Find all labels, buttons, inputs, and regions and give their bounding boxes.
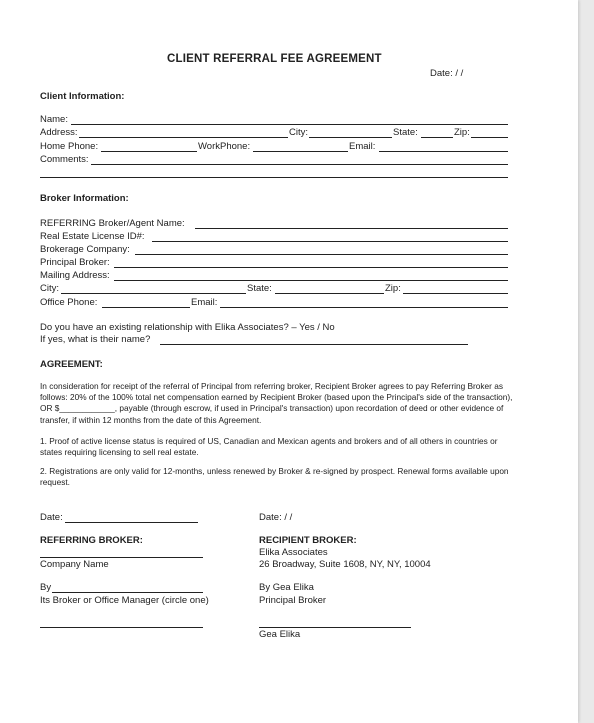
sign-date-left-label: Date: bbox=[40, 512, 63, 523]
client-city-field[interactable] bbox=[309, 137, 392, 138]
agreement-paragraph-1: In consideration for receipt of the referral of Principal from referring broker, Recipient Broker agrees to pay Referring Broker as follows: 20% of the 100% total net compensation earned by Recipient Broker (based upon the Principal's side of the transaction), OR $____________, payable (through escrow, if used in Principal's transaction) upon recordation of deed or other evidence of transfer, if within 12 months from the date of this Agreement. bbox=[40, 381, 513, 425]
date-top: Date: / / bbox=[430, 68, 464, 79]
client-work-phone-label: WorkPhone: bbox=[198, 141, 251, 152]
client-city-label: City: bbox=[289, 127, 308, 138]
broker-office-phone-field[interactable] bbox=[102, 307, 190, 308]
broker-zip-field[interactable] bbox=[403, 293, 508, 294]
client-comments-label: Comments: bbox=[40, 154, 89, 165]
recipient-company: Elika Associates bbox=[259, 547, 328, 558]
relationship-name-field[interactable] bbox=[160, 344, 468, 345]
client-zip-label: Zip: bbox=[454, 127, 470, 138]
by-signature-field[interactable] bbox=[52, 592, 203, 593]
broker-state-field[interactable] bbox=[275, 293, 384, 294]
document-title: CLIENT REFERRAL FEE AGREEMENT bbox=[167, 53, 382, 65]
by-label: By bbox=[40, 582, 52, 593]
recipient-signature-field[interactable] bbox=[259, 627, 411, 628]
referring-broker-heading: REFERRING BROKER: bbox=[40, 535, 143, 546]
agreement-heading: AGREEMENT: bbox=[40, 359, 103, 370]
client-name-label: Name: bbox=[40, 114, 68, 125]
client-zip-field[interactable] bbox=[471, 137, 508, 138]
recipient-title: Principal Broker bbox=[259, 595, 327, 606]
broker-agent-name-label: REFERRING Broker/Agent Name: bbox=[40, 218, 185, 229]
sign-date-left-field[interactable] bbox=[65, 522, 198, 523]
client-address-field[interactable] bbox=[79, 137, 288, 138]
broker-state-label: State: bbox=[247, 283, 272, 294]
broker-city-field[interactable] bbox=[61, 293, 246, 294]
broker-mailing-field[interactable] bbox=[114, 280, 508, 281]
company-name-field[interactable] bbox=[40, 557, 203, 558]
broker-email-field[interactable] bbox=[220, 307, 508, 308]
client-email-label: Email: bbox=[349, 141, 376, 152]
company-name-label: Company Name bbox=[40, 559, 109, 570]
broker-agent-name-field[interactable] bbox=[195, 228, 508, 229]
broker-zip-label: Zip: bbox=[385, 283, 401, 294]
broker-city-label: City: bbox=[40, 283, 59, 294]
agreement-paragraph-3: 2. Registrations are only valid for 12-months, unless renewed by Broker & re-signed by prospect. Renewal forms available upon request. bbox=[40, 466, 509, 488]
broker-email-label: Email: bbox=[191, 297, 218, 308]
client-home-phone-field[interactable] bbox=[101, 151, 197, 152]
client-name-field[interactable] bbox=[71, 124, 508, 125]
client-comments-field[interactable] bbox=[91, 164, 508, 165]
broker-office-phone-label: Office Phone: bbox=[40, 297, 98, 308]
recipient-address: 26 Broadway, Suite 1608, NY, NY, 10004 bbox=[259, 559, 431, 570]
broker-principal-label: Principal Broker: bbox=[40, 257, 110, 268]
client-work-phone-field[interactable] bbox=[253, 151, 348, 152]
left-extra-signature-field[interactable] bbox=[40, 627, 203, 628]
broker-info-heading: Broker Information: bbox=[40, 193, 129, 204]
client-state-label: State: bbox=[393, 127, 418, 138]
relationship-if-yes-label: If yes, what is their name? bbox=[40, 334, 151, 345]
broker-principal-field[interactable] bbox=[114, 267, 508, 268]
recipient-signature-name: Gea Elika bbox=[259, 629, 301, 640]
sign-date-right: Date: / / bbox=[259, 512, 293, 523]
client-state-field[interactable] bbox=[421, 137, 453, 138]
recipient-broker-heading: RECIPIENT BROKER: bbox=[259, 535, 357, 546]
broker-license-field[interactable] bbox=[152, 241, 508, 242]
client-comments-field-line2[interactable] bbox=[40, 177, 508, 178]
client-email-field[interactable] bbox=[379, 151, 508, 152]
broker-company-label: Brokerage Company: bbox=[40, 244, 130, 255]
broker-company-field[interactable] bbox=[135, 254, 508, 255]
client-info-heading: Client Information: bbox=[40, 91, 125, 102]
client-home-phone-label: Home Phone: bbox=[40, 141, 99, 152]
client-address-label: Address: bbox=[40, 127, 78, 138]
agreement-paragraph-2: 1. Proof of active license status is required of US, Canadian and Mexican agents and brokers and of all others in countries or states requiring licensing to sell real estate. bbox=[40, 436, 498, 458]
relationship-question: Do you have an existing relationship with Elika Associates? – Yes / No bbox=[40, 322, 335, 333]
its-broker-label: Its Broker or Office Manager (circle one) bbox=[40, 595, 209, 606]
broker-license-label: Real Estate License ID#: bbox=[40, 231, 145, 242]
broker-mailing-label: Mailing Address: bbox=[40, 270, 110, 281]
recipient-by: By Gea Elika bbox=[259, 582, 314, 593]
